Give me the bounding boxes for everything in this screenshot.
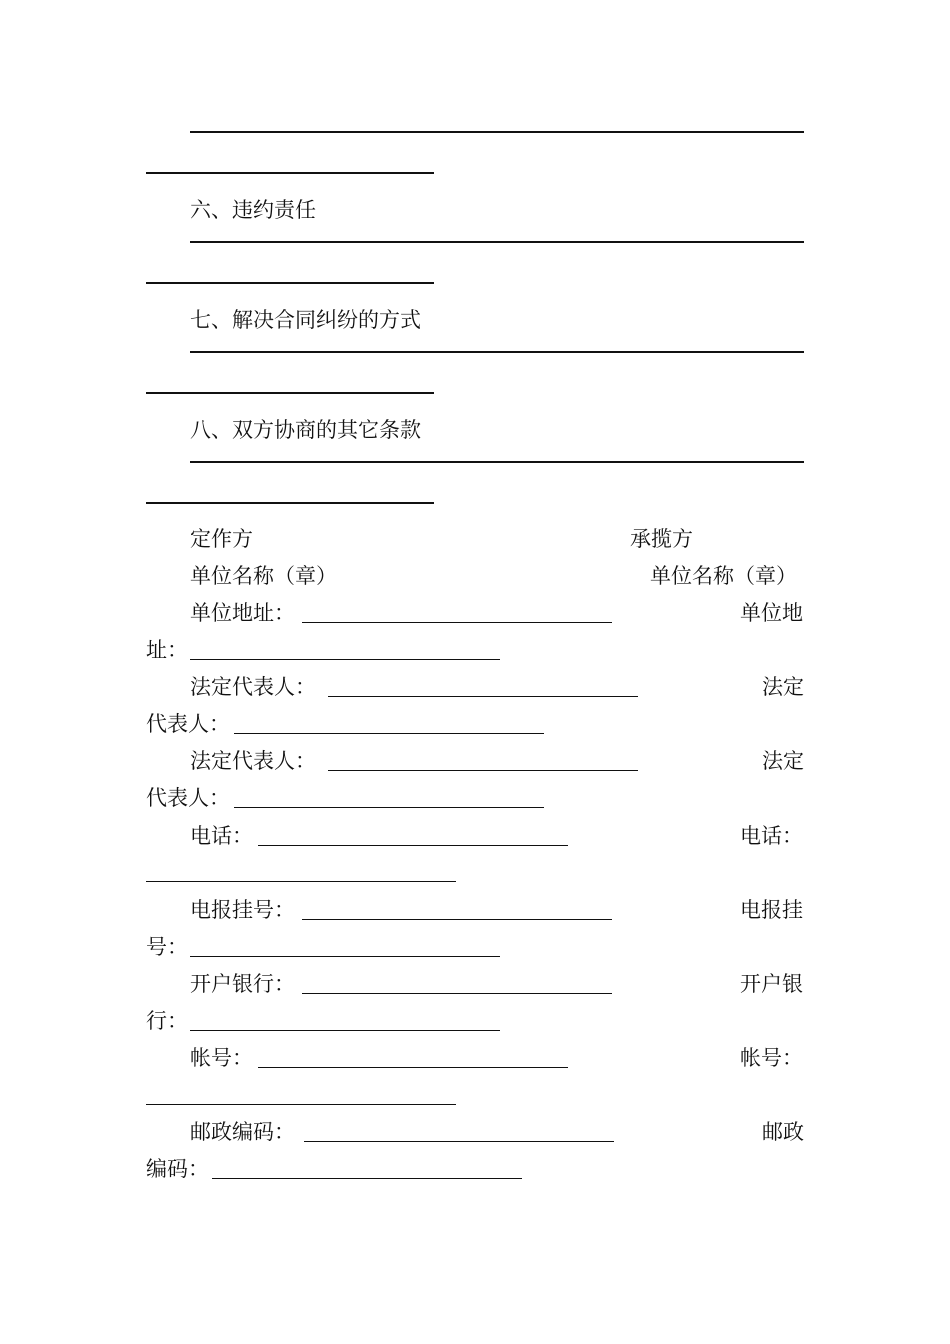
left-field-blank xyxy=(328,770,638,771)
right-field-label: 法定 xyxy=(762,749,804,773)
right-field-blank xyxy=(234,807,544,808)
right-field-label: 电报挂 xyxy=(740,898,803,922)
right-field-blank xyxy=(190,1030,500,1031)
right-field-label: 电话： xyxy=(740,824,803,848)
right-unit-name: 单位名称（章） xyxy=(650,564,797,588)
right-field-label-cont: 号： xyxy=(146,935,188,959)
right-field-label-cont: 址： xyxy=(146,638,188,662)
right-field-label: 开户银 xyxy=(740,972,803,996)
right-field-blank xyxy=(146,1104,456,1105)
left-field-label: 开户银行： xyxy=(190,972,295,996)
section-heading-dispute: 七、解决合同纠纷的方式 xyxy=(190,308,421,332)
blank-line-short xyxy=(146,172,434,174)
right-field-label-cont: 编码： xyxy=(146,1157,209,1181)
right-field-label: 单位地 xyxy=(740,601,803,625)
left-unit-name: 单位名称（章） xyxy=(190,564,337,588)
blank-line-long xyxy=(190,241,804,243)
left-field-label: 法定代表人： xyxy=(190,749,316,773)
right-field-label-cont: 代表人： xyxy=(146,786,230,810)
blank-line-short xyxy=(146,392,434,394)
right-party-label: 承揽方 xyxy=(630,527,693,551)
right-field-blank xyxy=(190,659,500,660)
left-field-blank xyxy=(258,1067,568,1068)
left-field-label: 邮政编码： xyxy=(190,1120,295,1144)
left-field-blank xyxy=(328,696,638,697)
blank-line-short xyxy=(146,502,434,504)
right-field-blank xyxy=(190,956,500,957)
right-field-blank xyxy=(234,733,544,734)
right-field-label-cont: 代表人： xyxy=(146,712,230,736)
blank-line-long xyxy=(190,351,804,353)
right-field-label-cont: 行： xyxy=(146,1009,188,1033)
blank-line-long xyxy=(190,131,804,133)
left-field-label: 电报挂号： xyxy=(190,898,295,922)
right-field-label: 邮政 xyxy=(762,1120,804,1144)
left-field-blank xyxy=(304,1141,614,1142)
right-field-blank xyxy=(146,881,456,882)
left-field-label: 法定代表人： xyxy=(190,675,316,699)
left-field-label: 电话： xyxy=(190,824,253,848)
right-field-label: 法定 xyxy=(762,675,804,699)
left-field-blank xyxy=(302,622,612,623)
section-heading-other-terms: 八、双方协商的其它条款 xyxy=(190,418,421,442)
left-field-blank xyxy=(258,845,568,846)
right-field-blank xyxy=(212,1178,522,1179)
left-field-blank xyxy=(302,919,612,920)
blank-line-short xyxy=(146,282,434,284)
blank-line-long xyxy=(190,461,804,463)
left-party-label: 定作方 xyxy=(190,527,253,551)
left-field-label: 帐号： xyxy=(190,1046,253,1070)
left-field-blank xyxy=(302,993,612,994)
right-field-label: 帐号： xyxy=(740,1046,803,1070)
section-heading-breach: 六、违约责任 xyxy=(190,198,316,222)
left-field-label: 单位地址： xyxy=(190,601,295,625)
